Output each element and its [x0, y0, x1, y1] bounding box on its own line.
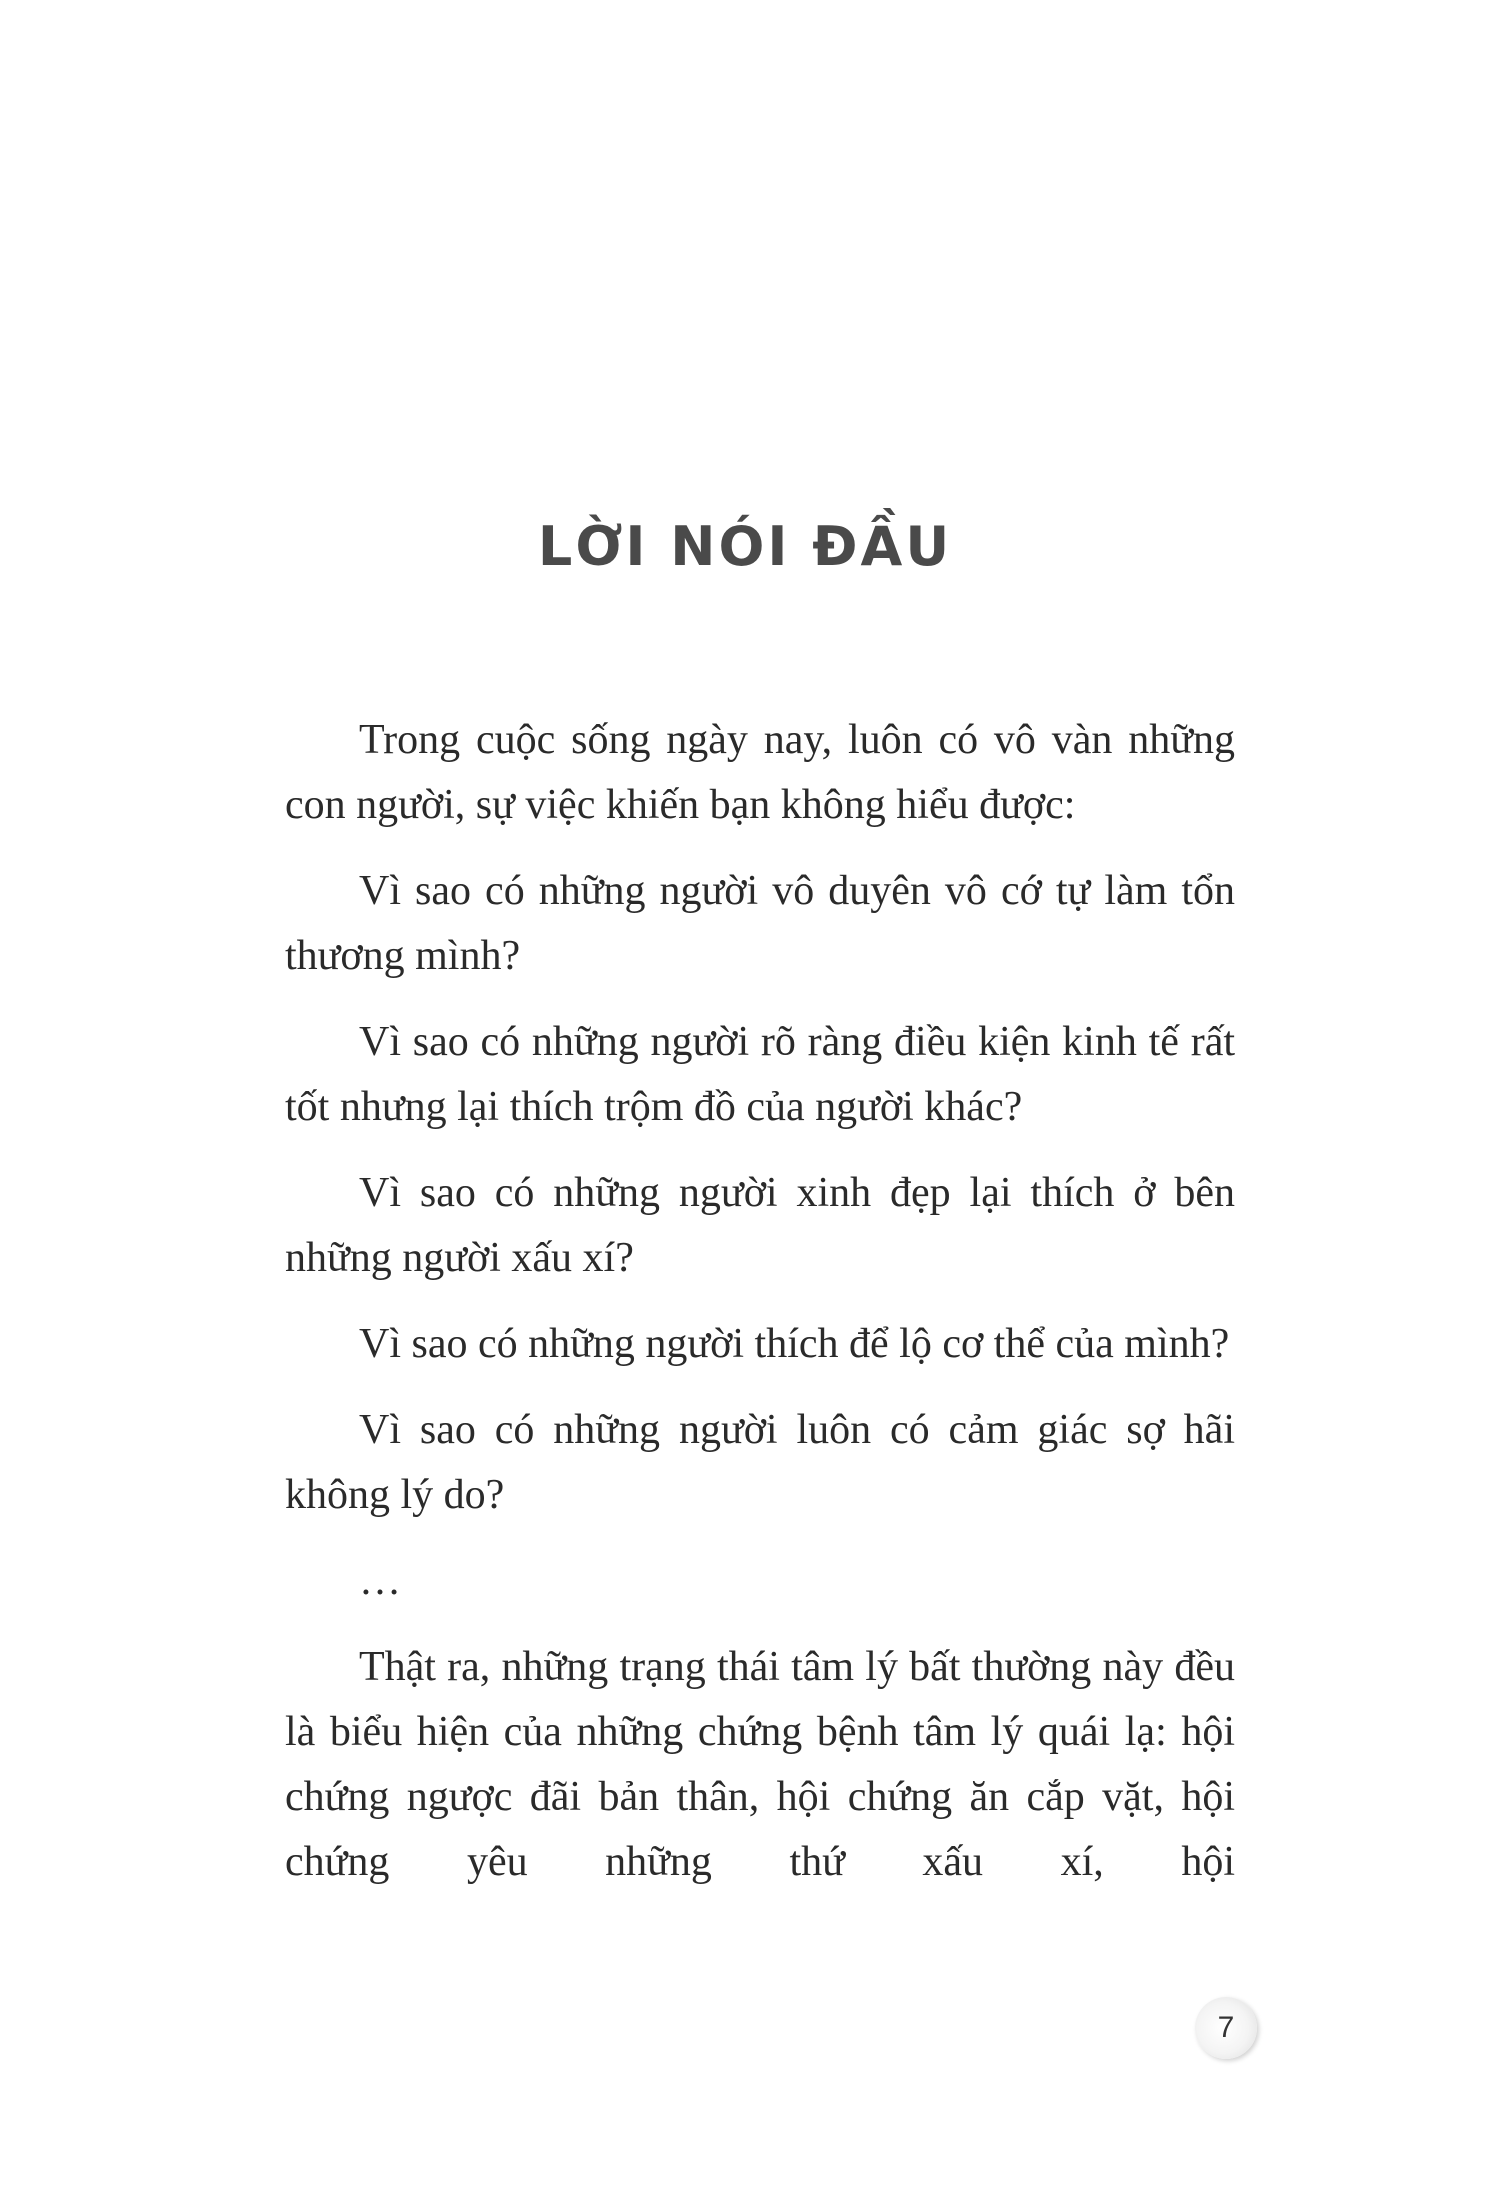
body-text: [285, 708, 1235, 1895]
paragraph-intro: Trong cuộc sống ngày nay, luôn có vô vàn những con người, sự việc khiến bạn không hiểu được:: [285, 717, 1235, 828]
paragraph-question-fear: Vì sao có những người luôn có cảm giác sợ hãi không lý do?: [285, 1407, 1235, 1518]
paragraph-question-self-harm: Vì sao có những người vô duyên vô cớ tự làm tổn thương mình?: [285, 868, 1235, 979]
paragraph-question-stealing: Vì sao có những người rõ ràng điều kiện kinh tế rất tốt nhưng lại thích trộm đồ của người khác?: [285, 1019, 1235, 1130]
page-number-badge: 7: [1195, 1997, 1257, 2059]
paragraph-question-exposure: Vì sao có những người thích để lộ cơ thể của mình?: [359, 1321, 1230, 1367]
page-title: LỜI NÓI ĐẦU: [537, 515, 953, 578]
paragraph-question-ugly: Vì sao có những người xinh đẹp lại thích ở bên những người xấu xí?: [285, 1170, 1235, 1281]
paragraph-explanation: Thật ra, những trạng thái tâm lý bất thường này đều là biểu hiện của những chứng bệnh tâm lý quái lạ: hội chứng ngược đãi bản thân, hội chứng ăn cắp vặt, hội chứng yêu những thứ xấu xí, hội: [285, 1644, 1235, 1885]
paragraph-ellipsis: …: [359, 1558, 401, 1604]
